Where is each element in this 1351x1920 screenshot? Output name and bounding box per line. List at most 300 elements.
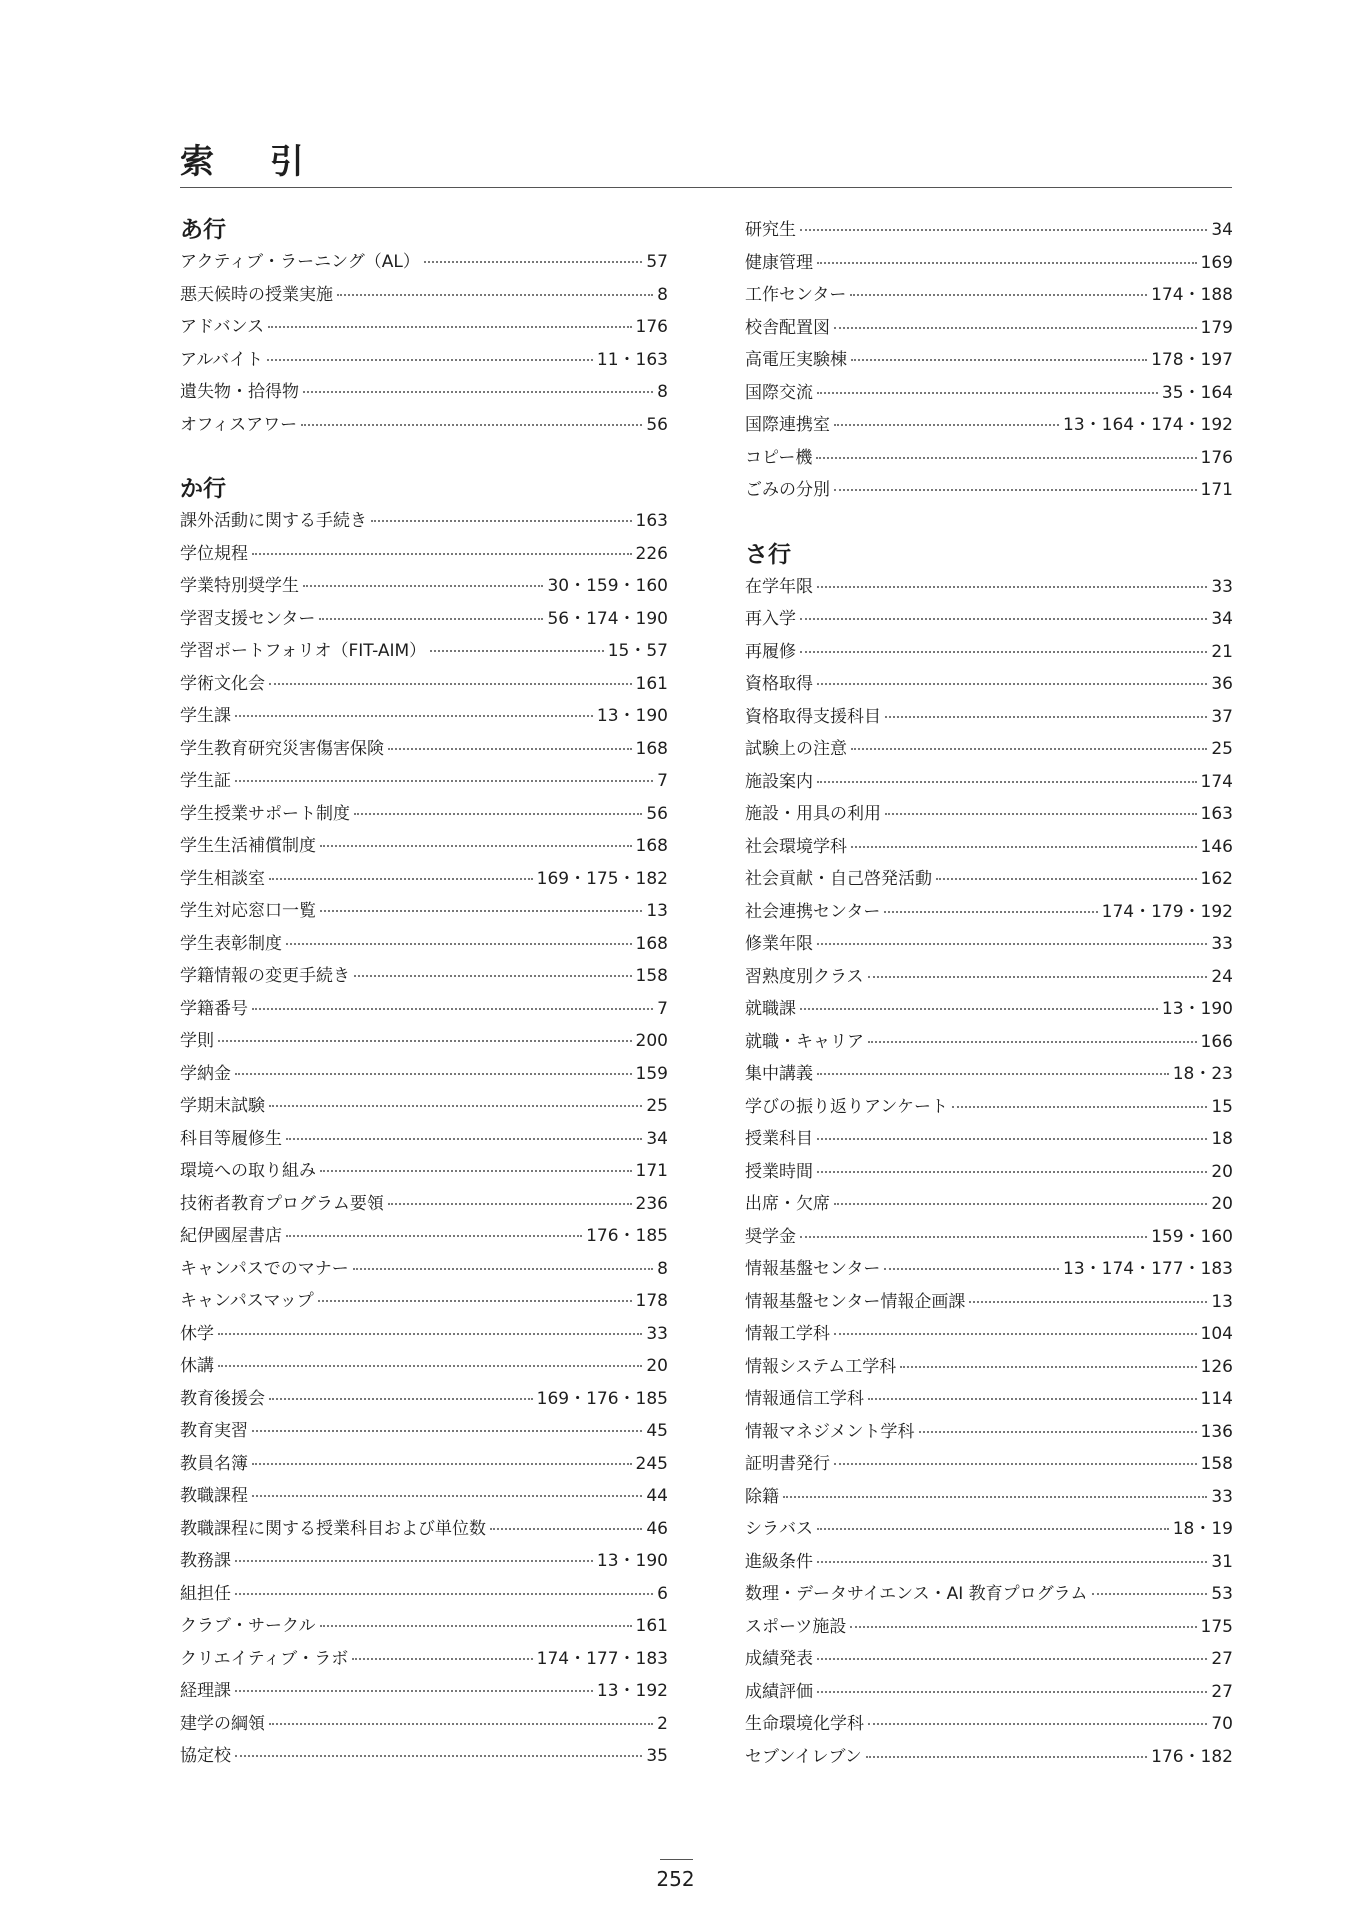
index-entry xyxy=(745,928,1233,961)
dot-leader xyxy=(969,1301,1207,1303)
page-reference: 176・182 xyxy=(1151,1746,1233,1767)
index-entry xyxy=(180,1448,668,1481)
page-reference: 70 xyxy=(1211,1714,1233,1734)
index-term: 進級条件 xyxy=(745,1551,813,1572)
page-reference: 33 xyxy=(646,1323,668,1344)
index-entry xyxy=(745,961,1233,994)
index-entry xyxy=(745,1383,1233,1416)
index-term: セブンイレブン xyxy=(745,1746,862,1767)
index-term: 研究生 xyxy=(745,220,796,240)
index-entry xyxy=(745,1351,1233,1384)
index-entry xyxy=(745,312,1233,345)
page-reference: 126 xyxy=(1200,1356,1233,1377)
dot-leader xyxy=(817,1561,1207,1563)
page-reference: 56 xyxy=(646,803,668,824)
page-reference: 114 xyxy=(1200,1389,1233,1409)
dot-leader xyxy=(866,1756,1147,1758)
dot-leader xyxy=(320,845,632,847)
dot-leader xyxy=(286,1235,582,1237)
dot-leader xyxy=(319,618,543,620)
page-reference: 174・177・183 xyxy=(536,1648,668,1669)
dot-leader xyxy=(252,1430,642,1432)
index-term: コピー機 xyxy=(745,447,813,468)
index-term: 学籍情報の変更手続き xyxy=(180,966,350,986)
page-reference: 15・57 xyxy=(607,641,668,661)
page-reference: 33 xyxy=(1211,934,1233,954)
page-reference: 175 xyxy=(1200,1616,1233,1637)
index-entry xyxy=(745,1058,1233,1091)
index-entry xyxy=(180,928,668,961)
dot-leader xyxy=(884,1268,1059,1270)
index-term: 学生授業サポート制度 xyxy=(180,803,350,824)
index-entry xyxy=(180,1513,668,1546)
page-reference: 27 xyxy=(1211,1649,1233,1669)
dot-leader xyxy=(817,392,1158,394)
index-term: 成績評価 xyxy=(745,1681,813,1702)
index-entry xyxy=(180,246,668,279)
section-heading: あ行 xyxy=(180,217,226,243)
index-term: 健康管理 xyxy=(745,252,813,273)
dot-leader xyxy=(235,1560,593,1562)
index-term: 学位規程 xyxy=(180,543,248,564)
dot-leader xyxy=(900,1366,1196,1368)
index-term: アクティブ・ラーニング（AL） xyxy=(180,252,420,272)
dot-leader xyxy=(353,1268,653,1270)
index-term: 成績発表 xyxy=(745,1649,813,1669)
index-term: 学籍番号 xyxy=(180,998,248,1019)
index-entry xyxy=(745,377,1233,410)
dot-leader xyxy=(320,910,642,912)
index-entry xyxy=(745,1123,1233,1156)
dot-leader xyxy=(850,294,1147,296)
index-term: 資格取得支援科目 xyxy=(745,706,881,727)
index-entry xyxy=(180,1383,668,1416)
index-entry xyxy=(745,733,1233,766)
index-entry xyxy=(180,1123,668,1156)
page-reference: 8 xyxy=(657,1258,668,1279)
index-term: 習熟度別クラス xyxy=(745,966,864,987)
page-reference: 168 xyxy=(635,836,668,856)
page-reference: 245 xyxy=(635,1453,668,1474)
dot-leader xyxy=(834,1203,1207,1205)
page-reference: 37 xyxy=(1211,706,1233,727)
index-entry xyxy=(745,571,1233,604)
index-term: 社会環境学科 xyxy=(745,836,847,857)
page-reference: 158 xyxy=(635,966,668,986)
page-reference: 33 xyxy=(1211,576,1233,597)
index-term: アルバイト xyxy=(180,349,264,370)
index-term: 在学年限 xyxy=(745,576,813,597)
dot-leader xyxy=(817,1073,1169,1075)
dot-leader xyxy=(235,1073,632,1075)
dot-leader xyxy=(252,1463,632,1465)
index-term: 学生生活補償制度 xyxy=(180,836,316,856)
page-reference: 178 xyxy=(635,1291,668,1311)
dot-leader xyxy=(354,813,642,815)
index-entry xyxy=(745,344,1233,377)
index-entry xyxy=(180,1350,668,1383)
index-entry xyxy=(180,1058,668,1091)
index-entry xyxy=(745,1253,1233,1286)
dot-leader xyxy=(800,1008,1158,1010)
index-entry xyxy=(745,1643,1233,1676)
page-reference: 163 xyxy=(1200,804,1233,824)
dot-leader xyxy=(424,261,642,263)
dot-leader xyxy=(919,1431,1197,1433)
section-heading: さ行 xyxy=(745,541,791,568)
index-entry xyxy=(745,1578,1233,1611)
index-term: 就職課 xyxy=(745,999,796,1019)
dot-leader xyxy=(320,1625,632,1627)
page-reference: 34 xyxy=(1211,609,1233,629)
index-term: 施設案内 xyxy=(745,771,813,792)
index-entry xyxy=(180,1610,668,1643)
index-entry xyxy=(180,409,668,442)
page-reference: 13・174・177・183 xyxy=(1063,1259,1233,1279)
index-term: 修業年限 xyxy=(745,934,813,954)
page-reference: 166 xyxy=(1200,1031,1233,1052)
page-number: 252 xyxy=(656,1867,695,1891)
dot-leader xyxy=(851,359,1147,361)
index-entry xyxy=(180,311,668,344)
page-reference: 33 xyxy=(1211,1486,1233,1507)
dot-leader xyxy=(952,1106,1207,1108)
index-entry xyxy=(180,1253,668,1286)
index-entry xyxy=(180,1740,668,1773)
dot-leader xyxy=(834,1463,1197,1465)
index-term: 学習支援センター xyxy=(180,608,316,629)
index-entry xyxy=(180,895,668,928)
index-term: 協定校 xyxy=(180,1746,231,1766)
dot-leader xyxy=(252,1495,642,1497)
page-reference: 200 xyxy=(635,1031,668,1051)
index-entry xyxy=(180,376,668,409)
page-reference: 169・176・185 xyxy=(536,1388,668,1409)
index-term: 国際交流 xyxy=(745,382,813,403)
index-entry xyxy=(745,1156,1233,1189)
page-reference: 7 xyxy=(657,771,668,791)
index-entry xyxy=(180,1643,668,1676)
dot-leader xyxy=(868,976,1208,978)
index-term: 集中講義 xyxy=(745,1064,813,1084)
index-entry xyxy=(180,1480,668,1513)
page-reference: 146 xyxy=(1200,836,1233,857)
index-term: 資格取得 xyxy=(745,674,813,694)
dot-leader xyxy=(235,1690,593,1692)
index-entry xyxy=(180,344,668,377)
dot-leader xyxy=(388,748,632,750)
index-term: ごみの分別 xyxy=(745,480,830,500)
index-term: 学習ポートフォリオ（FIT-AIM） xyxy=(180,641,427,661)
index-term: スポーツ施設 xyxy=(745,1616,847,1637)
page-reference: 162 xyxy=(1200,869,1233,889)
index-term: 遺失物・拾得物 xyxy=(180,382,299,402)
index-entry xyxy=(180,1285,668,1318)
index-entry xyxy=(745,1318,1233,1351)
page-reference: 24 xyxy=(1211,966,1233,987)
page-reference: 174 xyxy=(1200,771,1233,792)
index-term: 奨学金 xyxy=(745,1226,796,1247)
index-entry xyxy=(180,1545,668,1578)
dot-leader xyxy=(800,618,1207,620)
dot-leader xyxy=(303,585,543,587)
index-term: オフィスアワー xyxy=(180,414,298,435)
index-entry xyxy=(180,830,668,863)
dot-leader xyxy=(252,553,632,555)
dot-leader xyxy=(800,1236,1147,1238)
section-spacer xyxy=(745,507,1233,539)
page-reference: 46 xyxy=(646,1518,668,1539)
index-term: 悪天候時の授業実施 xyxy=(180,284,333,305)
page-reference: 169・175・182 xyxy=(536,868,668,889)
index-entry xyxy=(180,993,668,1026)
dot-leader xyxy=(834,424,1059,426)
page-reference: 13 xyxy=(646,901,668,921)
index-entry xyxy=(745,766,1233,799)
index-term: 学則 xyxy=(180,1031,214,1051)
index-term: 学期末試験 xyxy=(180,1096,265,1116)
section-heading: か行 xyxy=(180,476,226,502)
page-reference: 13・192 xyxy=(596,1681,668,1701)
index-term: 教育後援会 xyxy=(180,1388,265,1409)
index-term: 学術文化会 xyxy=(180,673,265,694)
page-reference: 45 xyxy=(646,1421,668,1441)
page-reference: 171 xyxy=(635,1161,668,1181)
dot-leader xyxy=(320,1170,632,1172)
index-term: 情報工学科 xyxy=(745,1324,830,1344)
dot-leader xyxy=(936,878,1197,880)
index-entry xyxy=(745,993,1233,1026)
index-term: 国際連携室 xyxy=(745,415,830,435)
index-entry xyxy=(745,1513,1233,1546)
dot-leader xyxy=(885,813,1197,815)
dot-leader xyxy=(301,424,642,426)
index-term: 授業科目 xyxy=(745,1129,813,1149)
index-entry xyxy=(745,896,1233,929)
dot-leader xyxy=(269,878,533,880)
page-reference: 169 xyxy=(1200,252,1233,273)
index-term: 情報通信工学科 xyxy=(745,1389,864,1409)
index-term: 科目等履修生 xyxy=(180,1128,282,1149)
index-entry xyxy=(745,701,1233,734)
index-term: 除籍 xyxy=(745,1486,779,1507)
index-term: キャンパスでのマナー xyxy=(180,1258,349,1279)
page-reference: 35・164 xyxy=(1161,382,1233,403)
page-reference: 176 xyxy=(635,317,668,337)
index-entry xyxy=(180,635,668,668)
page-reference: 15 xyxy=(1211,1096,1233,1117)
index-entry xyxy=(180,570,668,603)
page-reference: 168 xyxy=(635,738,668,759)
dot-leader xyxy=(235,715,593,717)
page-reference: 35 xyxy=(646,1746,668,1766)
index-term: 情報基盤センター情報企画課 xyxy=(745,1291,966,1312)
index-entry xyxy=(180,1415,668,1448)
index-entry xyxy=(745,1221,1233,1254)
dot-leader xyxy=(800,229,1207,231)
index-entry xyxy=(180,538,668,571)
page-reference: 168 xyxy=(635,933,668,954)
page-reference: 8 xyxy=(657,284,668,305)
index-entry xyxy=(745,1611,1233,1644)
index-entry xyxy=(180,960,668,993)
dot-leader xyxy=(337,294,653,296)
index-entry xyxy=(745,474,1233,507)
index-entry xyxy=(745,1676,1233,1709)
index-term: 学生相談室 xyxy=(180,868,265,889)
dot-leader xyxy=(817,1658,1207,1660)
index-entry xyxy=(180,668,668,701)
page-reference: 36 xyxy=(1211,674,1233,694)
index-term: 教職課程に関する授業科目および単位数 xyxy=(180,1518,486,1539)
page-reference: 178・197 xyxy=(1151,350,1233,370)
dot-leader xyxy=(430,650,604,652)
page-reference: 13 xyxy=(1211,1291,1233,1312)
index-term: 課外活動に関する手続き xyxy=(180,511,367,531)
dot-leader xyxy=(868,1723,1207,1725)
index-entry xyxy=(180,1188,668,1221)
index-entry xyxy=(745,409,1233,442)
index-term: 情報システム工学科 xyxy=(745,1356,897,1377)
dot-leader xyxy=(817,1528,1169,1530)
dot-leader xyxy=(388,1203,632,1205)
index-term: 試験上の注意 xyxy=(745,739,847,759)
page-reference: 179 xyxy=(1200,317,1233,338)
page-reference: 136 xyxy=(1200,1421,1233,1442)
page-reference: 159・160 xyxy=(1151,1226,1233,1247)
index-term: 教員名簿 xyxy=(180,1453,248,1474)
index-term: 社会連携センター xyxy=(745,901,881,922)
index-entry xyxy=(180,1220,668,1253)
dot-leader xyxy=(218,1040,632,1042)
page-reference: 163 xyxy=(635,511,668,531)
index-term: 経理課 xyxy=(180,1681,231,1701)
index-term: 工作センター xyxy=(745,285,847,305)
index-term: クラブ・サークル xyxy=(180,1616,316,1636)
index-entry xyxy=(180,279,668,312)
index-term: 学びの振り返りアンケート xyxy=(745,1096,948,1117)
page-reference: 44 xyxy=(646,1486,668,1506)
page-reference: 18・23 xyxy=(1172,1064,1233,1084)
section-spacer xyxy=(180,441,668,473)
dot-leader xyxy=(816,457,1196,459)
page-reference: 13・190 xyxy=(596,706,668,726)
index-entry xyxy=(180,863,668,896)
dot-leader xyxy=(352,1658,532,1660)
index-entry xyxy=(180,1155,668,1188)
dot-leader xyxy=(817,781,1197,783)
page-reference: 30・159・160 xyxy=(547,576,668,596)
index-entry xyxy=(745,603,1233,636)
dot-leader xyxy=(318,1300,632,1302)
index-term: 校舎配置図 xyxy=(745,317,830,338)
dot-leader xyxy=(850,1626,1196,1628)
index-term: アドバンス xyxy=(180,317,265,337)
page-reference: 20 xyxy=(1211,1161,1233,1182)
index-term: 建学の綱領 xyxy=(180,1713,265,1734)
index-term: 休講 xyxy=(180,1356,214,1376)
dot-leader xyxy=(817,1691,1207,1693)
dot-leader xyxy=(1092,1593,1208,1595)
index-entry xyxy=(180,733,668,766)
index-entry xyxy=(745,1448,1233,1481)
index-term: 再履修 xyxy=(745,641,796,662)
index-entry xyxy=(180,1090,668,1123)
index-entry xyxy=(180,603,668,636)
dot-leader xyxy=(817,1138,1207,1140)
dot-leader xyxy=(269,1398,533,1400)
page-reference: 8 xyxy=(657,382,668,402)
index-term: 就職・キャリア xyxy=(745,1031,864,1052)
page-reference: 18 xyxy=(1211,1129,1233,1149)
page-reference: 56・174・190 xyxy=(547,608,668,629)
dot-leader xyxy=(783,1496,1207,1498)
page-reference: 21 xyxy=(1211,641,1233,662)
dot-leader xyxy=(817,943,1207,945)
dot-leader xyxy=(235,1593,653,1595)
dot-leader xyxy=(868,1041,1197,1043)
index-entry xyxy=(745,1188,1233,1221)
index-term: 情報基盤センター xyxy=(745,1259,881,1279)
page-reference: 57 xyxy=(646,252,668,272)
page-reference: 56 xyxy=(646,414,668,435)
index-term: 出席・欠席 xyxy=(745,1194,830,1214)
index-entry xyxy=(180,1318,668,1351)
dot-leader xyxy=(267,359,593,361)
index-term: 紀伊國屋書店 xyxy=(180,1226,282,1246)
index-term: 情報マネジメント学科 xyxy=(745,1421,915,1442)
dot-leader xyxy=(269,1105,642,1107)
dot-leader xyxy=(817,586,1207,588)
index-term: 学生課 xyxy=(180,706,231,726)
dot-leader xyxy=(269,1723,653,1725)
index-entry xyxy=(745,247,1233,280)
index-term: 数理・データサイエンス・AI 教育プログラム xyxy=(745,1584,1088,1604)
index-entry xyxy=(180,1578,668,1611)
index-entry xyxy=(745,636,1233,669)
dot-leader xyxy=(286,1138,642,1140)
dot-leader xyxy=(885,716,1207,718)
index-term: 技術者教育プログラム要領 xyxy=(180,1193,384,1214)
page-reference: 13・190 xyxy=(596,1551,668,1571)
index-term: 学生教育研究災害傷害保険 xyxy=(180,738,384,759)
dot-leader xyxy=(269,683,632,685)
page-reference: 174・188 xyxy=(1151,285,1233,305)
dot-leader xyxy=(834,1333,1197,1335)
page-reference: 158 xyxy=(1200,1454,1233,1474)
page-reference: 34 xyxy=(1211,220,1233,240)
index-term: 組担任 xyxy=(180,1583,231,1604)
index-entry xyxy=(745,1026,1233,1059)
index-entry xyxy=(180,765,668,798)
page-reference: 236 xyxy=(635,1193,668,1214)
index-term: 学生証 xyxy=(180,771,231,791)
page-reference: 7 xyxy=(657,998,668,1019)
page-reference: 31 xyxy=(1211,1551,1233,1572)
index-entry xyxy=(745,1708,1233,1741)
index-term: 学納金 xyxy=(180,1063,231,1084)
index-entry xyxy=(745,798,1233,831)
page-reference: 161 xyxy=(635,1616,668,1636)
index-entry xyxy=(745,863,1233,896)
dot-leader xyxy=(851,846,1197,848)
page-reference: 25 xyxy=(1211,739,1233,759)
dot-leader xyxy=(490,1528,642,1530)
page-reference: 176・185 xyxy=(586,1226,668,1246)
title-divider xyxy=(180,187,1232,188)
dot-leader xyxy=(868,1398,1197,1400)
dot-leader xyxy=(252,1008,653,1010)
